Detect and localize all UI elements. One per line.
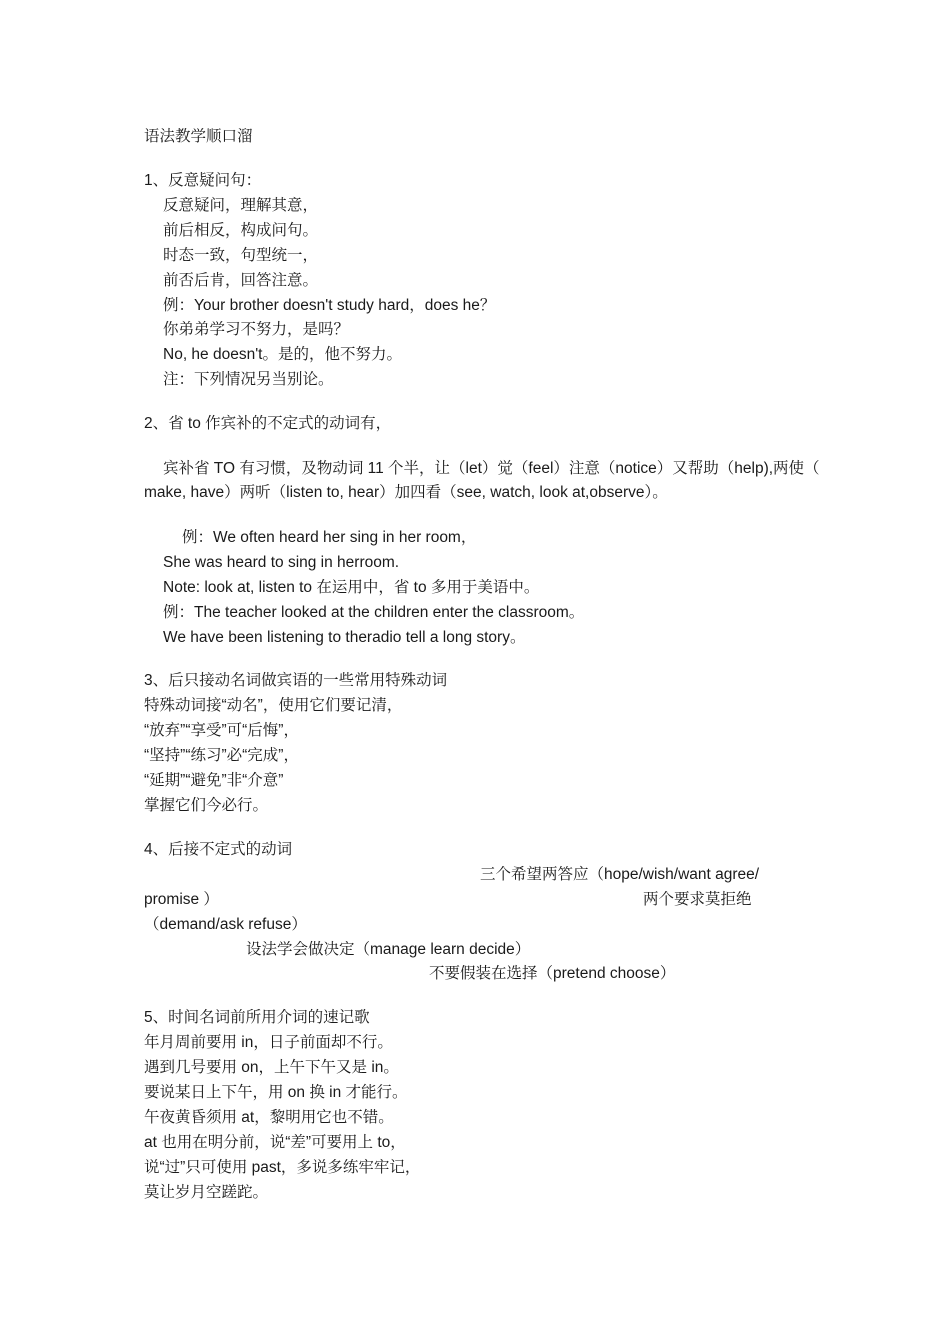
section-heading: 3、后只接动名词做宾语的一些常用特殊动词 (144, 672, 448, 689)
text-line: 年月周前要用 in，日子前面却不行。 (144, 1034, 393, 1051)
text-line: 前否后肯，回答注意。 (163, 272, 319, 289)
text-line: （demand/ask refuse） (144, 916, 307, 933)
text-line: 反意疑问，理解其意， (163, 197, 319, 214)
text-line: No, he doesn't。是的，他不努力。 (163, 346, 402, 363)
text-line: promise ） (144, 891, 219, 908)
text-line: 说“过”只可使用 past，多说多练牢牢记， (144, 1159, 421, 1176)
text-line: 午夜黄昏须用 at，黎明用它也不错。 (144, 1109, 394, 1126)
text-line: 例：Your brother doesn't study hard，does he？ (163, 297, 496, 314)
text-line: 你弟弟学习不努力，是吗？ (163, 321, 350, 338)
doc-title: 语法教学顺口溜 (144, 128, 253, 145)
text-line: 掌握它们今必行。 (144, 797, 269, 814)
section-heading: 4、后接不定式的动词 (144, 841, 293, 858)
text-line: make, have）两听（listen to, hear）加四看（see, watch, look at,observe）。 (144, 484, 668, 501)
text-line: Note: look at, listen to 在运用中，省 to 多用于美语中。 (163, 579, 540, 596)
text-line: She was heard to sing in herroom. (163, 554, 400, 571)
text-line: 时态一致，句型统一， (163, 247, 319, 264)
text-line: “延期”“避免”非“介意” (144, 772, 284, 789)
text-line: 宾补省 TO 有习惯，及物动词 11 个半，让（let）觉（feel）注意（notice）又帮助（help),两使（ (163, 460, 820, 477)
text-line: 莫让岁月空蹉跎。 (144, 1184, 269, 1201)
text-line: 两个要求莫拒绝 (643, 891, 752, 908)
text-line: “放弃”“享受”可“后悔”， (144, 722, 299, 739)
text-line: 例：The teacher looked at the children enter the classroom。 (163, 604, 585, 621)
text-line: 遇到几号要用 on，上午下午又是 in。 (144, 1059, 399, 1076)
text-line: 不要假装在选择（pretend choose） (429, 965, 676, 982)
text-line: We have been listening to theradio tell a long story。 (163, 629, 526, 646)
text-line: 例：We often heard her sing in her room， (182, 529, 477, 546)
section-heading: 2、省 to 作宾补的不定式的动词有， (144, 415, 392, 432)
text-line: 三个希望两答应（hope/wish/want agree/ (480, 866, 760, 883)
section-heading: 1、反意疑问句： (144, 172, 262, 189)
text-line: at 也用在明分前，说“差”可要用上 to， (144, 1134, 406, 1151)
text-line: 注：下列情况另当别论。 (163, 371, 334, 388)
text-line: 特殊动词接“动名”，使用它们要记清， (144, 697, 403, 714)
text-line: 前后相反，构成问句。 (163, 222, 319, 239)
text-line: 要说某日上下午，用 on 换 in 才能行。 (144, 1084, 408, 1101)
text-line: “坚持”“练习”必“完成”， (144, 747, 299, 764)
section-heading: 5、时间名词前所用介词的速记歌 (144, 1009, 370, 1026)
text-line: 设法学会做决定（manage learn decide） (246, 941, 531, 958)
